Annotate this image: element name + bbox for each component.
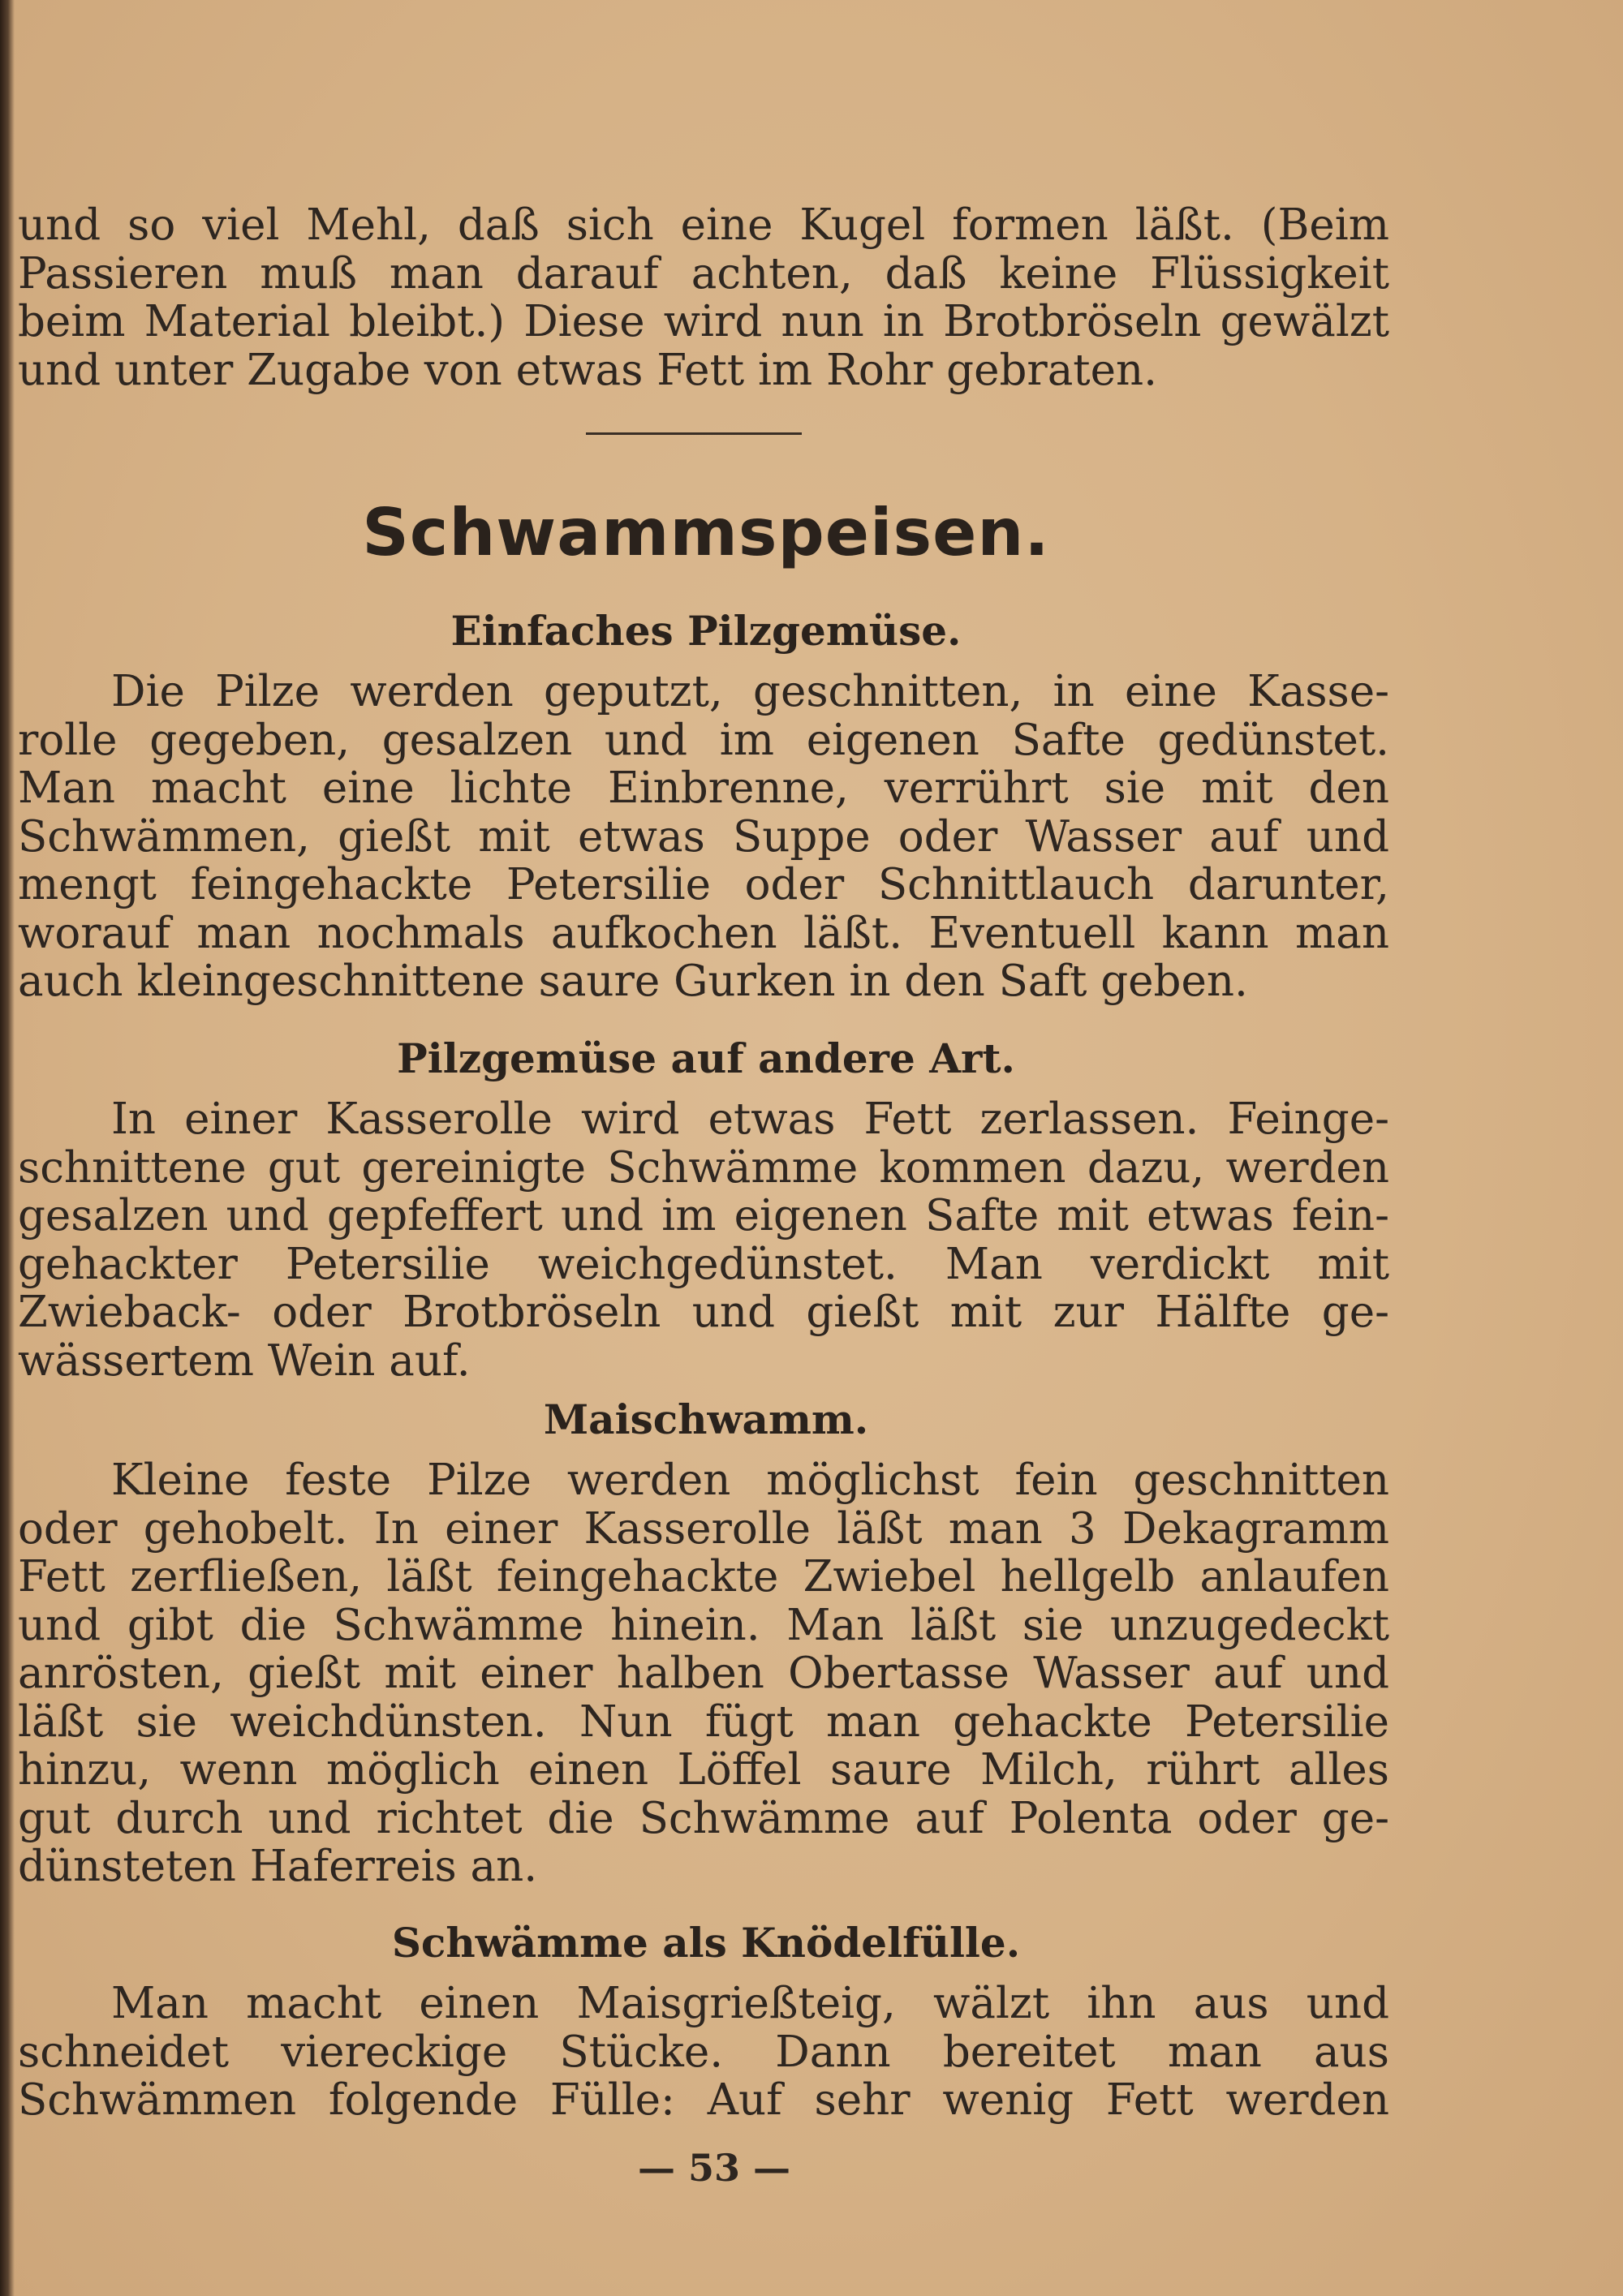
text-line: anrösten, gießt mit einer halben Obertasse Wasser auf und [18, 1649, 1389, 1698]
text-line: beim Material bleibt.) Diese wird nun in Brotbröseln gewälzt [18, 297, 1389, 346]
recipe-text [18, 1456, 1389, 1891]
text-line: Zwieback- oder Brotbröseln und gießt mit zur Hälfte ge- [18, 1288, 1389, 1337]
text-line: wässertem Wein auf. [18, 1335, 471, 1386]
text-line: rolle gegeben, gesalzen und im eigenen Safte gedünstet. [18, 715, 1389, 765]
text-line: und so viel Mehl, daß sich eine Kugel formen läßt. (Beim [18, 200, 1389, 250]
intro-paragraph [18, 201, 1389, 394]
text-line: gut durch und richtet die Schwämme auf Polenta oder ge- [18, 1793, 1389, 1843]
text-line: Man macht eine lichte Einbrenne, verrührt sie mit den [18, 763, 1389, 813]
page-number: — 53 — [637, 2146, 791, 2190]
recipe-title: Pilzgemüse auf andere Art. [397, 1034, 1015, 1082]
text-line: In einer Kasserolle wird etwas Fett zerlassen. Feinge- [111, 1094, 1389, 1144]
text-line: gehackter Petersilie weichgedünstet. Man verdickt mit [18, 1239, 1389, 1289]
text-line: schnittene gut gereinigte Schwämme kommen dazu, werden [18, 1142, 1389, 1193]
section-title: Schwammspeisen. [362, 495, 1050, 570]
text-line: auch kleingeschnittene saure Gurken in den Saft geben. [18, 957, 1248, 1006]
text-line: Passieren muß man darauf achten, daß keine Flüssigkeit [18, 248, 1389, 299]
text-line: gesalzen und gepfeffert und im eigenen Safte mit etwas fein- [18, 1191, 1389, 1240]
text-line: oder gehobelt. In einer Kasserolle läßt man 3 Dekagramm [18, 1503, 1389, 1554]
text-line: Man macht einen Maisgrießteig, wälzt ihn aus und [111, 1979, 1389, 2028]
text-line: Schwämmen, gießt mit etwas Suppe oder Wasser auf und [18, 811, 1389, 862]
text-line: Schwämmen folgende Fülle: Auf sehr wenig Fett werden [18, 2075, 1389, 2125]
recipe-text [18, 1095, 1389, 1385]
text-line: Kleine feste Pilze werden möglichst fein geschnitten [111, 1455, 1389, 1505]
text-line: worauf man nochmals aufkochen läßt. Eventuell kann man [18, 908, 1389, 958]
recipe-title: Schwämme als Knödelfülle. [391, 1919, 1021, 1967]
recipe-title: Maischwamm. [543, 1395, 869, 1443]
recipe-title: Einfaches Pilzgemüse. [450, 607, 962, 655]
section-divider [586, 432, 802, 435]
recipe-text [18, 668, 1389, 1006]
text-line: Die Pilze werden geputzt, geschnitten, in eine Kasse- [111, 667, 1389, 716]
text-line: mengt feingehackte Petersilie oder Schnittlauch darunter, [18, 860, 1389, 909]
recipe-text [18, 1980, 1389, 2125]
text-line: läßt sie weichdünsten. Nun fügt man gehackte Petersilie [18, 1696, 1389, 1747]
text-line: und unter Zugabe von etwas Fett im Rohr gebraten. [18, 345, 1157, 395]
text-line: Fett zerfließen, läßt feingehackte Zwiebel hellgelb anlaufen [18, 1552, 1389, 1602]
text-line: schneidet viereckige Stücke. Dann bereitet man aus [18, 2027, 1389, 2077]
text-line: dünsteten Haferreis an. [18, 1842, 538, 1891]
text-line: hinzu, wenn möglich einen Löffel saure Milch, rührt alles [18, 1745, 1389, 1795]
text-line: und gibt die Schwämme hinein. Man läßt sie unzugedeckt [18, 1600, 1389, 1650]
